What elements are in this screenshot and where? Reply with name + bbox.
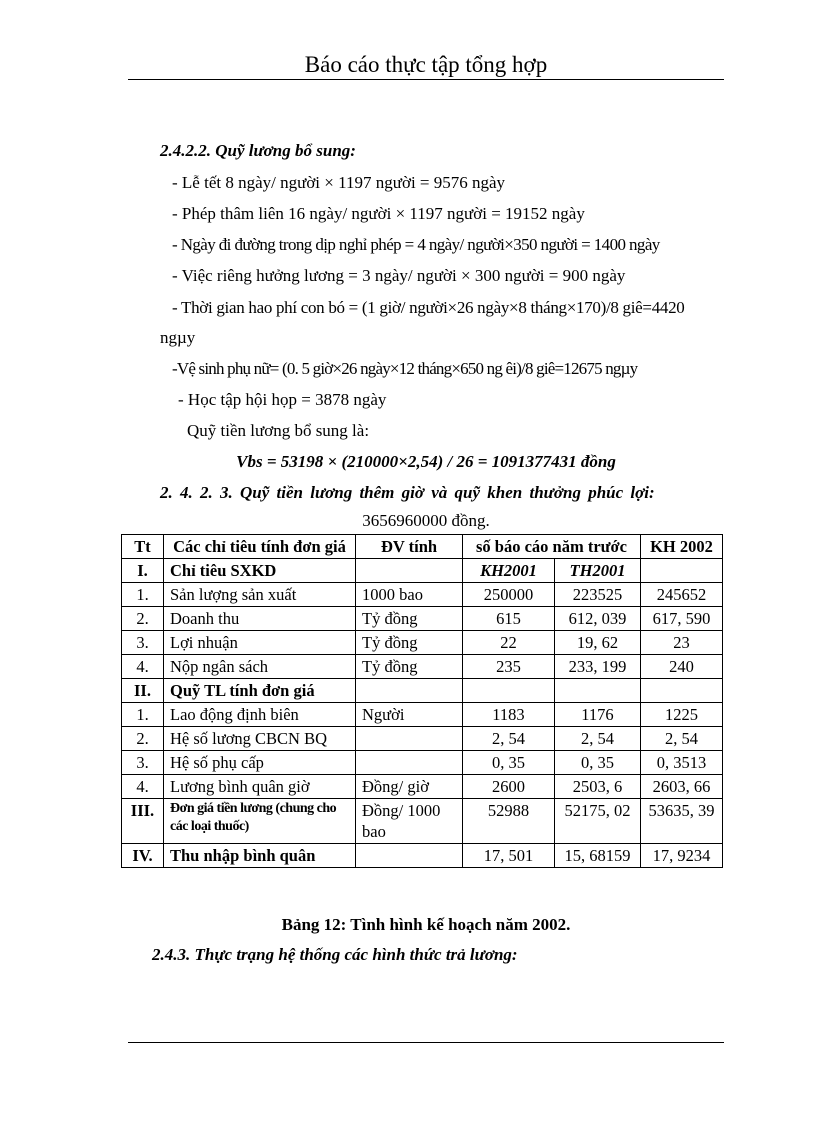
cell-kh2002: 23: [641, 631, 723, 655]
cell-unit: Tỷ đồng: [356, 631, 463, 655]
cell-tt: 3.: [122, 631, 164, 655]
cell-th2001: [555, 679, 641, 703]
cell-unit: Người: [356, 703, 463, 727]
cell-unit: Tỷ đồng: [356, 655, 463, 679]
cell-kh2001: 1183: [463, 703, 555, 727]
cell-th2001: 15, 68159: [555, 844, 641, 868]
cell-th2001: 233, 199: [555, 655, 641, 679]
cell-kh2001: 615: [463, 607, 555, 631]
list-item: - Thời gian hao phí con bó = (1 giờ/ người×26 ngày×8 tháng×170)/8 giê=4420: [172, 298, 685, 317]
header-unit: ĐV tính: [356, 535, 463, 559]
list-item: Quỹ tiền lương bổ sung là:: [187, 421, 370, 440]
table-row: [122, 751, 723, 775]
cell-kh2002: 1225: [641, 703, 723, 727]
cell-th2001: 19, 62: [555, 631, 641, 655]
page-header-title: Báo cáo thực tập tổng hợp: [304, 52, 548, 77]
cell-kh2001: [463, 679, 555, 703]
cell-unit: [356, 751, 463, 775]
cell-name: Doanh thu: [164, 607, 356, 631]
section-heading: 2.4.2.2. Quỹ lương bổ sung:: [160, 141, 356, 160]
cell-kh2002: 2603, 66: [641, 775, 723, 799]
cell-unit: Đồng/ 1000 bao: [356, 799, 463, 844]
table-caption: Bảng 12: Tình hình kế hoạch năm 2002.: [281, 915, 571, 934]
table-header-row: [122, 535, 723, 559]
cell-tt: 2.: [122, 607, 164, 631]
header-rule: [128, 79, 724, 80]
cell-tt: I.: [122, 559, 164, 583]
cell-tt: 3.: [122, 751, 164, 775]
next-section-heading: 2.4.3. Thực trạng hệ thống các hình thức trả lương:: [152, 945, 518, 964]
list-item: - Phép thâm liên 16 ngày/ người × 1197 người = 19152 ngày: [172, 204, 585, 223]
footer-rule: [128, 1042, 724, 1043]
list-item: ngµy: [160, 328, 196, 347]
table-row: [122, 679, 723, 703]
cell-th2001: 0, 35: [555, 751, 641, 775]
table-row: [122, 799, 723, 844]
header-prev-year: số báo cáo năm trước: [463, 535, 641, 559]
plan-table: [121, 534, 723, 868]
list-item: - Ngày đi đường trong dịp nghỉ phép = 4 ngày/ người×350 người = 1400 ngày: [172, 235, 660, 254]
cell-name: Lương bình quân giờ: [164, 775, 356, 799]
header-tt: Tt: [122, 535, 164, 559]
cell-kh2002: 17, 9234: [641, 844, 723, 868]
cell-kh2002: 53635, 39: [641, 799, 723, 844]
cell-kh2002: 245652: [641, 583, 723, 607]
cell-th2001: 2, 54: [555, 727, 641, 751]
table-row: [122, 631, 723, 655]
header-indicator: Các chỉ tiêu tính đơn giá: [164, 535, 356, 559]
table-row: [122, 655, 723, 679]
cell-name: Thu nhập bình quân: [164, 844, 356, 868]
cell-name: Chỉ tiêu SXKD: [164, 559, 356, 583]
cell-name: Hệ số phụ cấp: [164, 751, 356, 775]
cell-th2001: 1176: [555, 703, 641, 727]
cell-kh2002: 0, 3513: [641, 751, 723, 775]
table-row: [122, 703, 723, 727]
list-item: -Vệ sinh phụ nữ= (0. 5 giờ×26 ngày×12 tháng×650 ng êi)/8 giê=12675 ngµy: [172, 359, 638, 378]
cell-kh2001: 235: [463, 655, 555, 679]
cell-kh2002: 240: [641, 655, 723, 679]
cell-tt: III.: [122, 799, 164, 844]
cell-name: Quỹ TL tính đơn giá: [164, 679, 356, 703]
cell-unit: [356, 559, 463, 583]
table-row: [122, 559, 723, 583]
table-row: [122, 583, 723, 607]
cell-unit: [356, 844, 463, 868]
table-row: [122, 727, 723, 751]
cell-name: Đơn giá tiền lương (chung cho các loại thuốc): [164, 799, 356, 844]
cell-name: Hệ số lương CBCN BQ: [164, 727, 356, 751]
cell-name: Lao động định biên: [164, 703, 356, 727]
subheading-amount: 3656960000 đồng.: [362, 511, 490, 530]
cell-kh2002: [641, 679, 723, 703]
table-row: [122, 844, 723, 868]
cell-tt: IV.: [122, 844, 164, 868]
cell-unit: [356, 727, 463, 751]
list-item: - Việc riêng hưởng lương = 3 ngày/ người × 300 người = 900 ngày: [172, 266, 626, 285]
cell-name: Lợi nhuận: [164, 631, 356, 655]
formula: Vbs = 53198 × (210000×2,54) / 26 = 1091377431 đồng: [236, 452, 616, 471]
cell-tt: II.: [122, 679, 164, 703]
cell-th2001: 223525: [555, 583, 641, 607]
cell-th2001: 52175, 02: [555, 799, 641, 844]
cell-unit: [356, 679, 463, 703]
list-item: - Lễ tết 8 ngày/ người × 1197 người = 9576 ngày: [172, 173, 506, 192]
header-kh2001: KH2001: [463, 559, 555, 583]
subheading: 2. 4. 2. 3. Quỹ tiền lương thêm giờ và quỹ khen thưởng phúc lợi:: [160, 483, 655, 502]
cell-kh2001: 250000: [463, 583, 555, 607]
cell-kh2001: 2600: [463, 775, 555, 799]
cell-tt: 4.: [122, 775, 164, 799]
header-th2001: TH2001: [555, 559, 641, 583]
cell-kh2001: 0, 35: [463, 751, 555, 775]
cell-name: Sản lượng sản xuất: [164, 583, 356, 607]
cell-tt: 1.: [122, 703, 164, 727]
header-kh2002: KH 2002: [641, 535, 723, 559]
cell-kh2001: 22: [463, 631, 555, 655]
cell-kh2002: 617, 590: [641, 607, 723, 631]
cell-kh2002: [641, 559, 723, 583]
list-item: - Học tập hội họp = 3878 ngày: [178, 390, 387, 409]
cell-tt: 2.: [122, 727, 164, 751]
cell-tt: 1.: [122, 583, 164, 607]
cell-unit: Đồng/ giờ: [356, 775, 463, 799]
cell-th2001: 2503, 6: [555, 775, 641, 799]
cell-unit: Tỷ đồng: [356, 607, 463, 631]
cell-kh2001: 2, 54: [463, 727, 555, 751]
cell-unit: 1000 bao: [356, 583, 463, 607]
cell-th2001: 612, 039: [555, 607, 641, 631]
table-row: [122, 607, 723, 631]
table-row: [122, 775, 723, 799]
cell-kh2001: 17, 501: [463, 844, 555, 868]
cell-kh2002: 2, 54: [641, 727, 723, 751]
cell-name: Nộp ngân sách: [164, 655, 356, 679]
cell-kh2001: 52988: [463, 799, 555, 844]
cell-tt: 4.: [122, 655, 164, 679]
